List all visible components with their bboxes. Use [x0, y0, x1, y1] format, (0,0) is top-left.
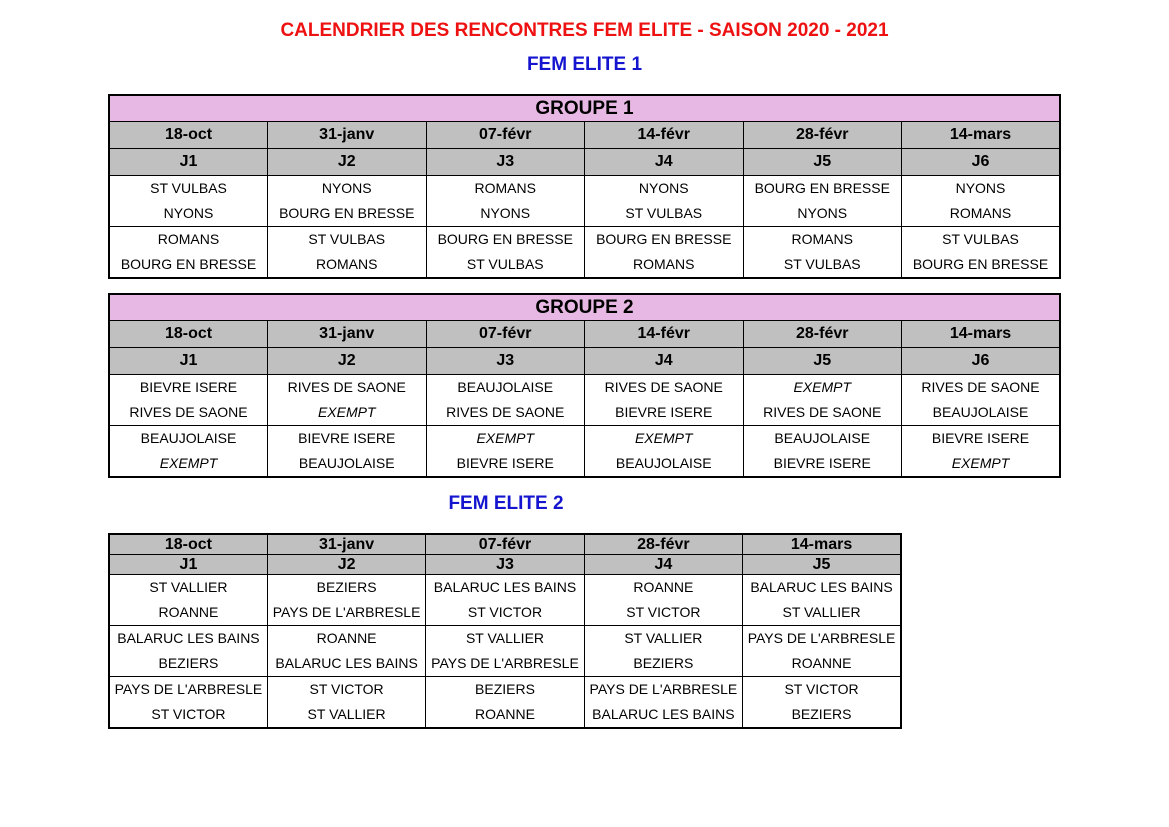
home-team: NYONS	[955, 180, 1006, 196]
away-team: NYONS	[480, 205, 531, 221]
match-row	[109, 375, 1060, 426]
away-team: BOURG EN BRESSE	[912, 256, 1049, 272]
home-team: ST VULBAS	[942, 231, 1019, 247]
date-header: 28-févr	[743, 321, 902, 348]
home-team: ROANNE	[633, 579, 694, 595]
away-team: RIVES DE SAONE	[129, 404, 248, 420]
day-header: J6	[902, 348, 1061, 375]
match-cell	[426, 575, 584, 626]
date-row	[109, 534, 901, 555]
home-team: BOURG EN BRESSE	[437, 231, 573, 247]
match-cell	[902, 176, 1061, 227]
home-team: ST VULBAS	[150, 180, 227, 196]
home-team: PAYS DE L'ARBRESLE	[589, 681, 738, 697]
home-team: BALARUC LES BAINS	[433, 579, 577, 595]
home-team: RIVES DE SAONE	[287, 379, 406, 395]
match-cell	[902, 227, 1061, 279]
home-team: NYONS	[321, 180, 372, 196]
match-cell	[109, 575, 267, 626]
date-row	[109, 122, 1060, 149]
home-team: BEAUJOLAISE	[457, 379, 554, 395]
away-team: ROMANS	[316, 256, 378, 272]
date-header: 28-févr	[584, 534, 742, 555]
home-team: RIVES DE SAONE	[921, 379, 1040, 395]
date-header: 07-févr	[426, 534, 584, 555]
section-title-elite1: FEM ELITE 1	[526, 54, 643, 75]
away-team: BALARUC LES BAINS	[592, 706, 735, 722]
home-team: BEZIERS	[475, 681, 535, 697]
away-team: ROMANS	[633, 256, 695, 272]
away-team: EXEMPT	[159, 455, 218, 471]
match-row	[109, 575, 901, 626]
group-header-row	[109, 294, 1060, 321]
match-cell	[109, 227, 268, 279]
match-cell	[585, 176, 744, 227]
date-header: 18-oct	[109, 534, 267, 555]
match-cell	[268, 426, 427, 478]
home-team: EXEMPT	[793, 379, 852, 395]
group-title: GROUPE 1	[109, 95, 1060, 122]
day-header: J1	[109, 348, 268, 375]
date-header: 07-févr	[426, 122, 585, 149]
match-cell	[584, 626, 742, 677]
match-cell	[109, 626, 267, 677]
match-cell	[585, 426, 744, 478]
date-header: 14-mars	[902, 321, 1061, 348]
match-cell	[426, 677, 584, 729]
home-team: ROMANS	[791, 231, 853, 247]
away-team: ROANNE	[475, 706, 535, 722]
match-cell	[584, 575, 742, 626]
day-header: J3	[426, 149, 585, 176]
day-row	[109, 149, 1060, 176]
day-row	[109, 348, 1060, 375]
away-team: ST VULBAS	[625, 205, 703, 221]
home-team: EXEMPT	[476, 430, 535, 446]
date-header: 18-oct	[109, 122, 268, 149]
away-team: ROMANS	[949, 205, 1012, 221]
match-cell	[426, 176, 585, 227]
home-team: BIEVRE ISERE	[298, 430, 396, 446]
date-header: 31-janv	[268, 321, 427, 348]
page-title: CALENDRIER DES RENCONTRES FEM ELITE - SAISON 2020 - 2021	[280, 20, 889, 41]
day-header: J5	[743, 555, 901, 575]
match-cell	[743, 626, 901, 677]
home-team: ST VALLIER	[465, 630, 545, 646]
day-header: J3	[426, 348, 585, 375]
match-cell	[109, 677, 267, 729]
home-team: BIEVRE ISERE	[931, 430, 1030, 446]
date-header: 07-févr	[426, 321, 585, 348]
date-header: 28-févr	[743, 122, 902, 149]
match-cell	[267, 626, 425, 677]
date-header: 14-févr	[585, 321, 744, 348]
home-team: BEZIERS	[316, 579, 377, 595]
match-cell	[584, 677, 742, 729]
home-team: NYONS	[638, 180, 689, 196]
match-cell	[426, 426, 585, 478]
day-header: J4	[585, 348, 744, 375]
home-team: BALARUC LES BAINS	[750, 579, 893, 595]
away-team: PAYS DE L'ARBRESLE	[272, 604, 421, 620]
away-team: RIVES DE SAONE	[763, 404, 882, 420]
away-team: BEAUJOLAISE	[615, 455, 712, 471]
away-team: BEZIERS	[158, 655, 219, 671]
away-team: BALARUC LES BAINS	[275, 655, 418, 671]
match-cell	[743, 677, 901, 729]
date-header: 18-oct	[109, 321, 268, 348]
home-team: PAYS DE L'ARBRESLE	[747, 630, 896, 646]
match-cell	[743, 375, 902, 426]
day-header: J5	[743, 149, 902, 176]
home-team: RIVES DE SAONE	[604, 379, 723, 395]
day-header: J1	[109, 555, 267, 575]
date-header: 14-mars	[743, 534, 901, 555]
away-team: PAYS DE L'ARBRESLE	[431, 655, 579, 671]
section-title-elite2: FEM ELITE 2	[448, 493, 564, 514]
home-team: ROMANS	[157, 231, 220, 247]
match-cell	[743, 426, 902, 478]
date-header: 31-janv	[268, 122, 427, 149]
away-team: ST VULBAS	[466, 256, 544, 272]
match-row	[109, 626, 901, 677]
day-header: J2	[267, 555, 425, 575]
match-cell	[268, 227, 427, 279]
home-team: EXEMPT	[634, 430, 693, 446]
home-team: ST VALLIER	[149, 579, 228, 595]
away-team: BIEVRE ISERE	[456, 455, 554, 471]
away-team: ROANNE	[158, 604, 219, 620]
home-team: PAYS DE L'ARBRESLE	[114, 681, 263, 697]
away-team: BEAUJOLAISE	[298, 455, 395, 471]
match-row	[109, 176, 1060, 227]
home-team: BOURG EN BRESSE	[596, 231, 732, 247]
away-team: BEZIERS	[633, 655, 694, 671]
away-team: ST VULBAS	[783, 256, 861, 272]
home-team: BEAUJOLAISE	[140, 430, 237, 446]
date-header: 31-janv	[267, 534, 425, 555]
away-team: ST VALLIER	[782, 604, 861, 620]
away-team: BOURG EN BRESSE	[279, 205, 415, 221]
schedule-table-elite2	[108, 533, 902, 729]
day-header: J2	[268, 149, 427, 176]
away-team: BOURG EN BRESSE	[120, 256, 257, 272]
home-team: BEAUJOLAISE	[774, 430, 871, 446]
away-team: NYONS	[797, 205, 848, 221]
home-team: ROANNE	[316, 630, 377, 646]
home-team: ST VICTOR	[784, 681, 859, 697]
schedule-table-groupe2	[108, 293, 1061, 478]
date-header: 14-mars	[902, 122, 1061, 149]
match-cell	[267, 575, 425, 626]
match-cell	[585, 227, 744, 279]
away-team: BIEVRE ISERE	[615, 404, 713, 420]
date-row	[109, 321, 1060, 348]
day-header: J3	[426, 555, 584, 575]
match-cell	[743, 227, 902, 279]
home-team: BIEVRE ISERE	[139, 379, 238, 395]
group-header-row	[109, 95, 1060, 122]
match-cell	[109, 176, 268, 227]
away-team: ST VICTOR	[467, 604, 543, 620]
date-header: 14-févr	[585, 122, 744, 149]
away-team: ST VICTOR	[151, 706, 226, 722]
home-team: ST VICTOR	[309, 681, 384, 697]
match-cell	[902, 375, 1061, 426]
home-team: ST VALLIER	[624, 630, 703, 646]
match-cell	[267, 677, 425, 729]
match-row	[109, 227, 1060, 279]
match-cell	[268, 375, 427, 426]
home-team: ST VULBAS	[308, 231, 386, 247]
match-row	[109, 677, 901, 729]
day-header: J5	[743, 348, 902, 375]
day-header: J1	[109, 149, 268, 176]
day-header: J6	[902, 149, 1061, 176]
match-cell	[426, 626, 584, 677]
away-team: EXEMPT	[317, 404, 376, 420]
match-cell	[426, 227, 585, 279]
match-cell	[902, 426, 1061, 478]
match-cell	[585, 375, 744, 426]
match-cell	[743, 176, 902, 227]
away-team: NYONS	[163, 205, 214, 221]
home-team: ROMANS	[474, 180, 536, 196]
day-header: J2	[268, 348, 427, 375]
away-team: BIEVRE ISERE	[773, 455, 871, 471]
away-team: BEZIERS	[791, 706, 852, 722]
group-title: GROUPE 2	[109, 294, 1060, 321]
day-header: J4	[585, 149, 744, 176]
match-cell	[268, 176, 427, 227]
away-team: ROANNE	[791, 655, 852, 671]
home-team: BALARUC LES BAINS	[117, 630, 260, 646]
match-cell	[109, 426, 268, 478]
home-team: BOURG EN BRESSE	[754, 180, 890, 196]
day-row	[109, 555, 901, 575]
match-cell	[743, 575, 901, 626]
day-header: J4	[584, 555, 742, 575]
match-cell	[426, 375, 585, 426]
schedule-table-groupe1	[108, 94, 1061, 279]
away-team: BEAUJOLAISE	[932, 404, 1029, 420]
away-team: EXEMPT	[951, 455, 1010, 471]
away-team: ST VICTOR	[626, 604, 701, 620]
away-team: RIVES DE SAONE	[446, 404, 565, 420]
away-team: ST VALLIER	[307, 706, 386, 722]
match-row	[109, 426, 1060, 478]
match-cell	[109, 375, 268, 426]
